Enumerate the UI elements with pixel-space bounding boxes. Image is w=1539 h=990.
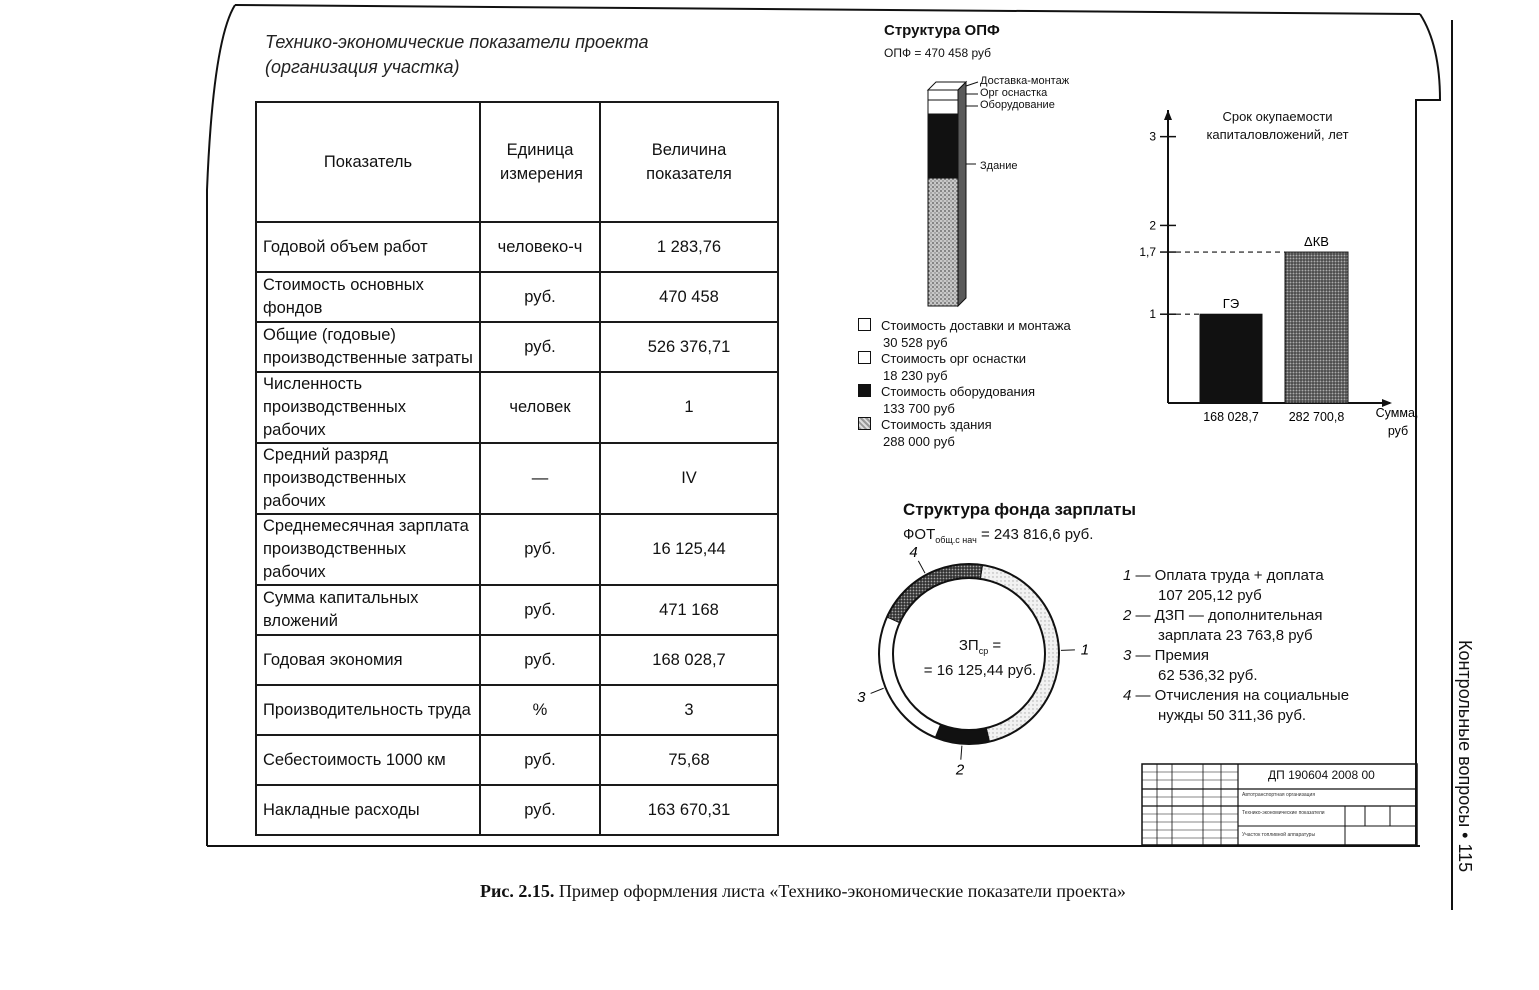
running-header: Контрольные вопросы • 115 <box>1455 640 1475 873</box>
fot-legend-amount: нужды 50 311,36 руб. <box>1158 707 1307 724</box>
cell-value: 470 458 <box>600 272 778 322</box>
cell-value: 526 376,71 <box>600 322 778 372</box>
legend-swatch <box>858 384 871 397</box>
legend-swatch <box>858 318 871 331</box>
segment-leader-line <box>918 561 925 573</box>
table-row <box>256 272 778 322</box>
segment-leader-line <box>961 746 962 760</box>
cell-unit: руб. <box>480 585 600 635</box>
caption-text: Пример оформления листа «Технико-экономические показатели проекта» <box>554 881 1126 901</box>
segment-label: 1 <box>1080 641 1090 659</box>
cell-unit: человек <box>480 372 600 443</box>
cell-indicator: Годовая экономия <box>256 635 480 685</box>
opf-legend-label: Стоимость орг оснастки <box>881 351 1027 366</box>
opf-legend-amount: 18 230 руб <box>883 368 948 383</box>
opf-label-equipment: Оборудование <box>980 99 1055 111</box>
table-row <box>256 222 778 272</box>
x-tick-label: 168 028,7 <box>1203 410 1259 424</box>
cell-unit: % <box>480 685 600 735</box>
header-unit: Единица измерения <box>480 102 600 222</box>
fot-legend-amount: 107 205,12 руб <box>1158 587 1262 604</box>
table-row <box>256 635 778 685</box>
fot-legend-item: 1 — Оплата труда + доплата <box>1123 567 1324 584</box>
bar-1 <box>1200 314 1262 403</box>
sheet-title-line1: Технико-экономические показатели проекта <box>265 32 649 52</box>
cell-unit: руб. <box>480 322 600 372</box>
payback-chart <box>1120 100 1430 445</box>
cell-indicator: Накладные расходы <box>256 785 480 835</box>
table-row <box>256 372 778 443</box>
opf-legend-item <box>858 350 1026 384</box>
table-row <box>256 785 778 835</box>
fot-legend-amount: 62 536,32 руб. <box>1158 667 1258 684</box>
cell-value: 471 168 <box>600 585 778 635</box>
table-row <box>256 735 778 785</box>
opf-segment-tooling <box>928 100 958 114</box>
cell-unit: — <box>480 443 600 514</box>
fot-total: $ФОТ_{общ.с нач} = 243$ 816,6 руб. <box>903 526 1094 545</box>
opf-legend-item <box>858 317 1071 351</box>
table-row <box>256 443 778 514</box>
table-row <box>256 585 778 635</box>
fot-legend-item: 2 — ДЗП — дополнительная <box>1123 607 1323 624</box>
table-header-row <box>256 102 778 222</box>
bar-label: ГЭ <box>1222 296 1240 312</box>
opf-legend-item <box>858 416 992 450</box>
cell-indicator: Себестоимость 1000 км <box>256 735 480 785</box>
x-axis-label-unit: руб <box>1387 424 1409 438</box>
opf-column-chart <box>920 78 1080 318</box>
opf-title: Структура ОПФ <box>884 22 1000 39</box>
sheet-title <box>265 30 649 80</box>
opf-segment-building <box>928 178 958 306</box>
fot-legend-amount: зарплата 23 763,8 руб <box>1158 627 1313 644</box>
opf-label-building: Здание <box>980 160 1018 172</box>
cell-unit: руб. <box>480 272 600 322</box>
cell-indicator: Годовой объем работ <box>256 222 480 272</box>
opf-segment-equipment <box>928 114 958 178</box>
y-tick-label: 3 <box>1149 129 1156 144</box>
legend-swatch <box>858 351 871 364</box>
opf-column-labels <box>980 75 1069 111</box>
opf-legend-amount: 288 000 руб <box>883 434 955 449</box>
table-row <box>256 514 778 585</box>
opf-segment-delivery <box>928 90 958 100</box>
fot-title: Структура фонда зарплаты <box>903 500 1136 519</box>
cell-value: 1 <box>600 372 778 443</box>
cell-indicator: Общие (годовые) производственные затраты <box>256 322 480 372</box>
y-tick-label: 1 <box>1149 307 1156 322</box>
cell-indicator: Стоимость основных фондов <box>256 272 480 322</box>
cell-unit: руб. <box>480 735 600 785</box>
caption-number: Рис. 2.15. <box>480 881 555 901</box>
opf-legend-label: Стоимость оборудования <box>881 384 1036 399</box>
stamp-title: Технико-экономические показатели <box>1242 810 1325 816</box>
header-indicator: Показатель <box>256 102 480 222</box>
cell-value: IV <box>600 443 778 514</box>
opf-label-tooling: Орг оснастка <box>980 87 1048 99</box>
cell-indicator: Средний разряд производственных рабочих <box>256 443 480 514</box>
opf-legend-amount: 30 528 руб <box>883 335 948 350</box>
x-tick-label: 282 700,8 <box>1288 410 1345 424</box>
cell-value: 75,68 <box>600 735 778 785</box>
segment-leader-line <box>1061 650 1075 651</box>
stamp-subtitle: Участок топливной аппаратуры <box>1242 832 1316 838</box>
cell-value: 168 028,7 <box>600 635 778 685</box>
fot-legend <box>1123 566 1349 726</box>
cell-value: 1 283,76 <box>600 222 778 272</box>
cell-unit: человеко-ч <box>480 222 600 272</box>
indicators-table <box>255 101 779 836</box>
sheet-title-line2: (организация участка) <box>265 57 460 77</box>
cell-indicator: Среднемесячная зарплата производственных рабочих <box>256 514 480 585</box>
fot-legend-item: 3 — Премия <box>1123 647 1209 664</box>
cell-indicator: Численность производственных рабочих <box>256 372 480 443</box>
fot-center-text: $ЗП_{ср}$ = = 16 125,44 руб. <box>923 637 1037 679</box>
bar-label: ΔКВ <box>1304 234 1329 250</box>
fot-legend-item: 4 — Отчисления на социальные <box>1123 687 1350 704</box>
segment-label: 4 <box>909 544 918 562</box>
y-tick-label: 1,7 <box>1139 245 1156 260</box>
opf-legend-amount: 133 700 руб <box>883 401 955 416</box>
y-tick-label: 2 <box>1149 218 1156 233</box>
cell-indicator: Производительность труда <box>256 685 480 735</box>
payback-chart-title: Срок окупаемости капиталовложений, лет <box>1206 109 1349 142</box>
opf-legend-label: Стоимость доставки и монтажа <box>881 318 1071 333</box>
table-row <box>256 322 778 372</box>
table-row <box>256 685 778 735</box>
cell-value: 163 670,31 <box>600 785 778 835</box>
figure-caption <box>480 881 1126 902</box>
cell-value: 16 125,44 <box>600 514 778 585</box>
cell-value: 3 <box>600 685 778 735</box>
cell-indicator: Сумма капитальных вложений <box>256 585 480 635</box>
opf-legend-label: Стоимость здания <box>881 417 992 432</box>
segment-label: 2 <box>955 761 965 779</box>
bar-2 <box>1285 252 1348 403</box>
cell-unit: руб. <box>480 785 600 835</box>
segment-label: 3 <box>857 689 866 707</box>
opf-total: ОПФ = 470 458 руб <box>884 46 992 60</box>
x-axis-label: Сумма, <box>1375 406 1419 420</box>
opf-label-delivery: Доставка-монтаж <box>980 75 1070 87</box>
cell-unit: руб. <box>480 514 600 585</box>
cell-unit: руб. <box>480 635 600 685</box>
stamp-org: Автотранспортная организация <box>1242 792 1316 798</box>
header-value: Величина показателя <box>600 102 778 222</box>
legend-swatch <box>858 417 871 430</box>
stamp-code: ДП 190604 2008 00 <box>1268 768 1375 782</box>
opf-legend-item <box>858 383 1035 417</box>
y-axis-arrow <box>1164 110 1172 120</box>
segment-leader-line <box>871 688 884 693</box>
